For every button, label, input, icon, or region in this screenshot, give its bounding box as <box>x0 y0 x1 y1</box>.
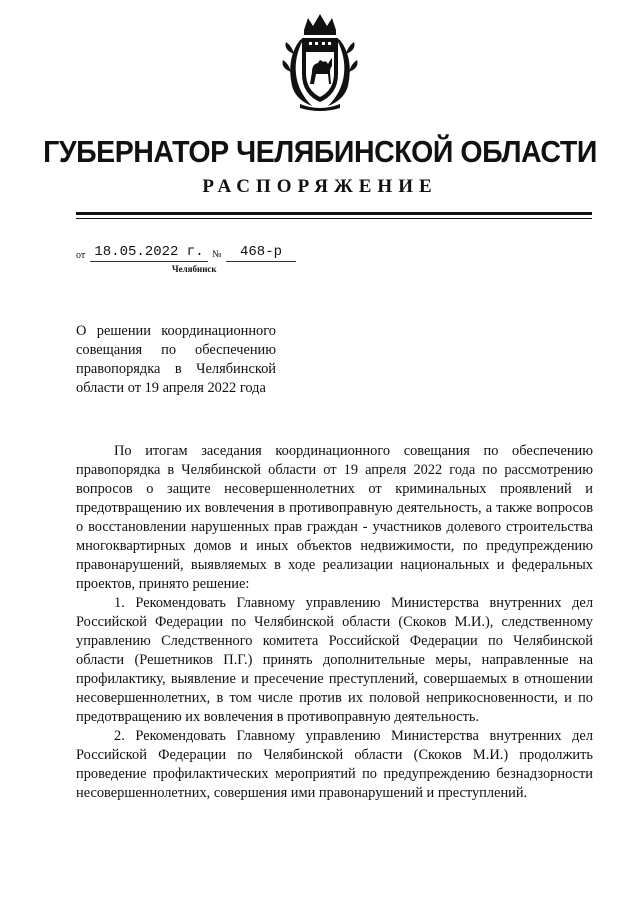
coat-of-arms-icon <box>282 8 358 112</box>
paragraph-item-1: 1. Рекомендовать Главному управлению Министерства внутренних дел Российской Федерации по Челябинской области (Скоков М.И.), следственному управлению Следственного комитета Российской Федерации по Челябинской области (Решетников П.Г.) принять дополнительные меры, направленные на профилактику, выявление и пресечение преступлений, совершаемых в отношении несовершеннолетних, в том числе против их половой неприкосновенности, и по предотвращению их вовлечения в противоправную деятельность. <box>76 595 593 725</box>
document-subject: О решении координационного совещания по обеспечению правопорядка в Челябинской области от 19 апреля 2022 года <box>76 323 276 396</box>
document-type: РАСПОРЯЖЕНИЕ <box>202 176 438 197</box>
document-date: 18.05.2022 г. <box>90 244 208 262</box>
document-body <box>76 442 593 803</box>
document-title: ГУБЕРНАТОР ЧЕЛЯБИНСКОЙ ОБЛАСТИ <box>43 134 597 169</box>
paragraph-intro: По итогам заседания координационного совещания по обеспечению правопорядка в Челябинской области от 19 апреля 2022 года по рассмотрению вопросов о защите несовершеннолетних от криминальных проявлений и предотвращению их вовлечения в противоправную деятельность, а также вопросов о восстановлении нарушенных прав граждан - участников долевого строительства многоквартирных домов и иных объектов недвижимости, по предупреждению правонарушений, выявляемых в ходе реализации национальных и федеральных проектов, принято решение: <box>76 443 593 592</box>
header-rule-thin <box>76 218 592 219</box>
document-number: 468-р <box>226 244 296 262</box>
number-label: № <box>212 249 222 260</box>
header-rule-thick <box>76 212 592 215</box>
city-name: Челябинск <box>172 264 217 274</box>
date-label: от <box>76 250 86 261</box>
paragraph-item-2: 2. Рекомендовать Главному управлению Министерства внутренних дел Российской Федерации по Челябинской области (Скоков М.И.) продолжить проведение профилактических мероприятий по предупреждению безнадзорности несовершеннолетних, совершения ими правонарушений и преступлений. <box>76 728 593 801</box>
